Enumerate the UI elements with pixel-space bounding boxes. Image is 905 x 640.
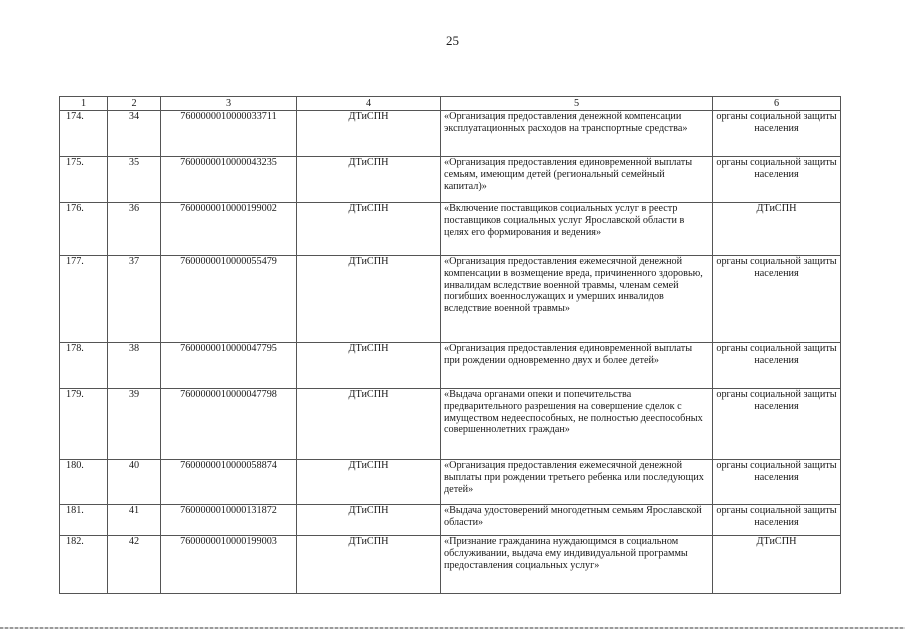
scan-edge-line [0,627,905,629]
row-subnumber: 34 [108,111,161,157]
service-name: «Включение поставщиков социальных услуг в реестр поставщиков социальных услуг Ярославской области в целях его формирования и ведения» [441,203,713,256]
table-row [60,460,841,505]
page-number: 25 [446,33,459,48]
column-header: 1 [60,97,108,111]
department: ДТиСПН [297,111,441,157]
row-subnumber: 41 [108,505,161,536]
responsible-body: органы социальной защиты населения [713,343,841,389]
service-name: «Организация предоставления единовременной выплаты при рождении одновременно двух и более детей» [441,343,713,389]
responsible-body: органы социальной защиты населения [713,505,841,536]
service-code: 7600000010000055479 [161,256,297,343]
service-name: «Организация предоставления ежемесячной денежной компенсации в возмещение вреда, причиненного здоровью, инвалидам вследствие военной травмы, членам семей погибших военнослужащих и умерших инвалидов вследствие военной травмы» [441,256,713,343]
service-name: «Признание гражданина нуждающимся в социальном обслуживании, выдача ему индивидуальной программы предоставления социальных услуг» [441,536,713,594]
table-row [60,536,841,594]
header-row [60,97,841,111]
department: ДТиСПН [297,203,441,256]
service-code: 7600000010000058874 [161,460,297,505]
service-code: 7600000010000033711 [161,111,297,157]
department: ДТиСПН [297,343,441,389]
service-code: 7600000010000199003 [161,536,297,594]
service-code: 7600000010000047795 [161,343,297,389]
table-row [60,505,841,536]
row-number: 182. [60,536,108,594]
department: ДТиСПН [297,157,441,203]
column-header: 6 [713,97,841,111]
column-header: 3 [161,97,297,111]
column-header: 5 [441,97,713,111]
column-header: 2 [108,97,161,111]
row-subnumber: 42 [108,536,161,594]
row-subnumber: 35 [108,157,161,203]
row-subnumber: 38 [108,343,161,389]
department: ДТиСПН [297,505,441,536]
service-name: «Выдача удостоверений многодетным семьям Ярославской области» [441,505,713,536]
responsible-body: органы социальной защиты населения [713,157,841,203]
service-code: 7600000010000043235 [161,157,297,203]
responsible-body: органы социальной защиты населения [713,460,841,505]
responsible-body: органы социальной защиты населения [713,256,841,343]
responsible-body: органы социальной защиты населения [713,111,841,157]
service-code: 7600000010000131872 [161,505,297,536]
table-row [60,203,841,256]
responsible-body: ДТиСПН [713,536,841,594]
row-subnumber: 40 [108,460,161,505]
row-number: 181. [60,505,108,536]
table-row [60,256,841,343]
table-row [60,389,841,460]
row-subnumber: 36 [108,203,161,256]
row-number: 178. [60,343,108,389]
department: ДТиСПН [297,460,441,505]
column-header: 4 [297,97,441,111]
service-code: 7600000010000199002 [161,203,297,256]
responsible-body: ДТиСПН [713,203,841,256]
department: ДТиСПН [297,256,441,343]
row-number: 176. [60,203,108,256]
service-name: «Организация предоставления единовременной выплаты семьям, имеющим детей (региональный семейный капитал)» [441,157,713,203]
row-subnumber: 37 [108,256,161,343]
department: ДТиСПН [297,389,441,460]
row-number: 175. [60,157,108,203]
row-number: 174. [60,111,108,157]
department: ДТиСПН [297,536,441,594]
services-table [59,96,841,594]
service-code: 7600000010000047798 [161,389,297,460]
row-number: 179. [60,389,108,460]
table-row [60,157,841,203]
table-row [60,343,841,389]
row-number: 180. [60,460,108,505]
row-subnumber: 39 [108,389,161,460]
responsible-body: органы социальной защиты населения [713,389,841,460]
table-row [60,111,841,157]
service-name: «Организация предоставления денежной компенсации эксплуатационных расходов на транспортные средства» [441,111,713,157]
row-number: 177. [60,256,108,343]
service-name: «Выдача органами опеки и попечительства предварительного разрешения на совершение сделок с имуществом недееспособных, не полностью дееспособных совершеннолетних граждан» [441,389,713,460]
service-name: «Организация предоставления ежемесячной денежной выплаты при рождении третьего ребенка или последующих детей» [441,460,713,505]
